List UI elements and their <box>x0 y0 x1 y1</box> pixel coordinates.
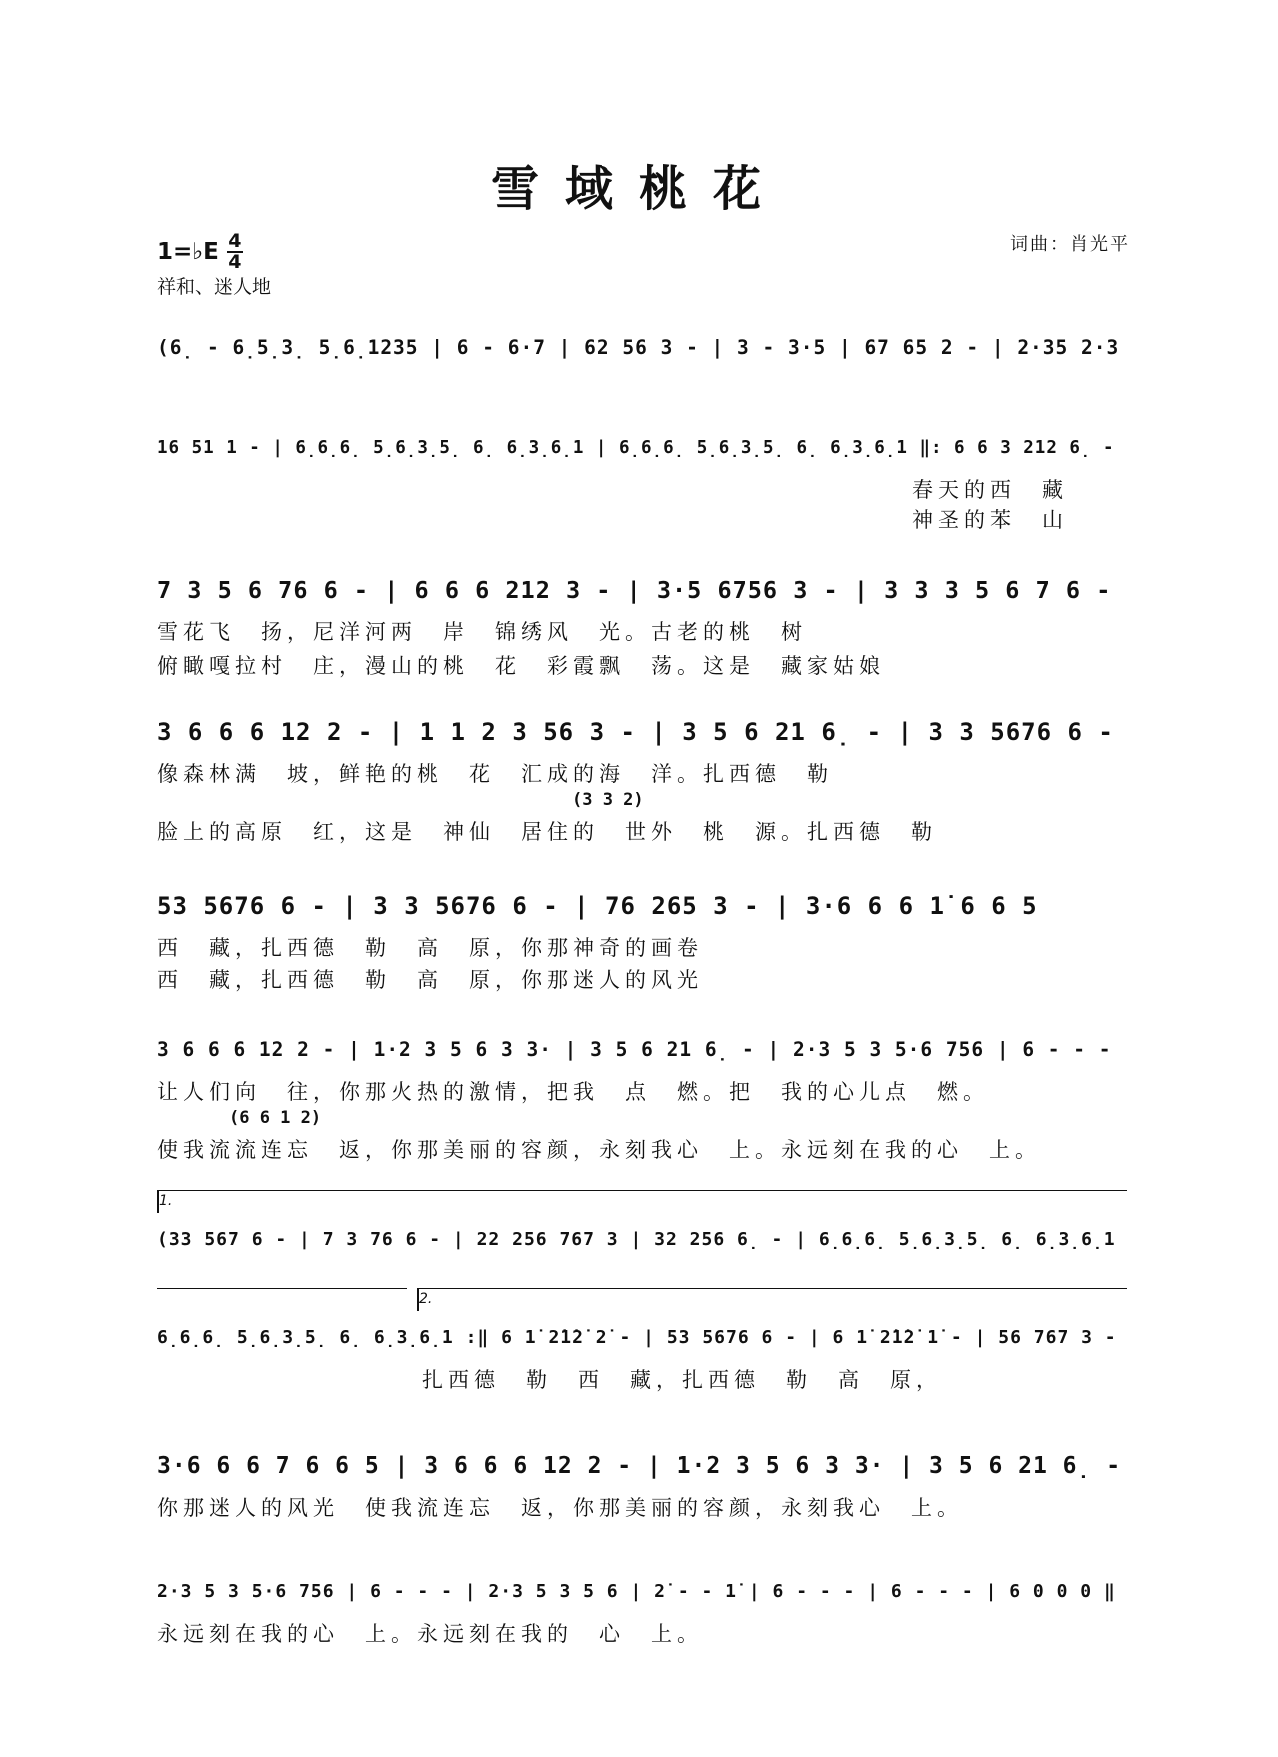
tempo-marking: 祥和、迷人地 <box>157 276 272 298</box>
notation-line: 2·3 5 3 5·6 756 | 6 - - - | 2·3 5 3 5 6 | 2̇ - - 1̇ | 6 - - - | 6 - - - | 6 0 0 0 ‖ <box>157 1581 1116 1602</box>
notation-line: 3 6 6 6 12 2 - | 1 1 2 3 56 3 - | 3 5 6 21 6̣ - | 3 3 5676 6 - <box>157 718 1114 746</box>
lyric-verse-1: 西 藏，扎西德 勒 高 原，你那神奇的画卷 <box>157 936 703 960</box>
lyric-verse-1: 你那迷人的风光 使我流连忘 返，你那美丽的容颜，永刻我心 上。 <box>157 1496 963 1520</box>
lyric-verse-2: 脸上的高原 红，这是 神仙 居住的 世外 桃 源。扎西德 勒 <box>157 820 937 844</box>
lyric-verse-1: 像森林满 坡，鲜艳的桃 花 汇成的海 洋。扎西德 勒 <box>157 762 833 786</box>
variant-notes: (3 3 2) <box>572 790 644 810</box>
notation-line: 7 3 5 6 76 6 - | 6 6 6 212 3 - | 3·5 6756 3 - | 3 3 3 5 6 7 6 - <box>157 576 1112 604</box>
song-title: 雪域桃花 <box>490 161 787 217</box>
key-signature <box>157 232 243 272</box>
lyric-verse-1: 春天的西 藏 <box>912 478 1068 502</box>
volta-bracket <box>157 1190 1127 1209</box>
variant-notes: (6 6 1 2) <box>229 1108 322 1128</box>
notation-line: 6̣6̣6̣ 5̣6̣3̣5̣ 6̣ 6̣3̣6̣1 :‖ 6 1̇ 2̇1̇2̇ 2̇ - | 53 5676 6 - | 6 1̇ 2̇1̇2̇ 1̇ - | 56 767 3 - <box>157 1327 1117 1348</box>
lyric-verse-1: 让人们向 往，你那火热的激情，把我 点 燃。把 我的心儿点 燃。 <box>157 1080 989 1104</box>
lyric-verse-1: 雪花飞 扬，尼洋河两 岸 锦绣风 光。古老的桃 树 <box>157 620 807 644</box>
lyric-verse-2: 俯瞰嘎拉村 庄，漫山的桃 花 彩霞飘 荡。这是 藏家姑娘 <box>157 654 885 678</box>
time-signature <box>227 232 243 272</box>
lyric-verse-1: 扎西德 勒 西 藏，扎西德 勒 高 原， <box>422 1368 942 1392</box>
volta-number: 1. <box>159 1193 173 1209</box>
volta-bracket-end <box>157 1288 407 1289</box>
notation-line: (6̣ - 6̣5̣3̣ 5̣6̣1235 | 6 - 6·7 | 62 56 3 - | 3 - 3·5 | 67 65 2 - | 2·35 2·3 <box>157 336 1120 359</box>
lyric-verse-2: 使我流流连忘 返，你那美丽的容颜，永刻我心 上。永远刻在我的心 上。 <box>157 1138 1041 1162</box>
lyric-verse-2: 西 藏，扎西德 勒 高 原，你那迷人的风光 <box>157 968 703 992</box>
notation-line: 16 51 1 - | 6̣6̣6̣ 5̣6̣3̣5̣ 6̣ 6̣3̣6̣1 | 6̣6̣6̣ 5̣6̣3̣5̣ 6̣ 6̣3̣6̣1 ‖: 6 6 3 212 6̣ - <box>157 438 1115 458</box>
volta-bracket <box>417 1288 1127 1307</box>
composer-credit: 词曲：肖光平 <box>1010 234 1130 255</box>
notation-line: 3 6 6 6 12 2 - | 1·2 3 5 6 3 3· | 3 5 6 21 6̣ - | 2·3 5 3 5·6 756 | 6 - - - <box>157 1038 1112 1061</box>
notation-line: 3·6 6 6 7 6 6 5 | 3 6 6 6 12 2 - | 1·2 3 5 6 3 3· | 3 5 6 21 6̣ - <box>157 1453 1122 1479</box>
volta-number: 2. <box>419 1291 433 1307</box>
notation-line: (33 567 6 - | 7 3 76 6 - | 22 256 767 3 | 32 256 6̣ - | 6̣6̣6̣ 5̣6̣3̣5̣ 6̣ 6̣3̣6̣1 <box>157 1229 1116 1250</box>
time-denominator: 4 <box>228 251 242 273</box>
key-label: 1=♭E <box>157 239 219 265</box>
time-numerator: 4 <box>228 230 242 252</box>
lyric-verse-2: 神圣的苯 山 <box>912 508 1068 532</box>
lyric-verse-1: 永远刻在我的心 上。永远刻在我的 心 上。 <box>157 1622 703 1646</box>
notation-line: 53 5676 6 - | 3 3 5676 6 - | 76 265 3 - | 3·6 6 6 1̇ 6 6 5 <box>157 892 1038 920</box>
